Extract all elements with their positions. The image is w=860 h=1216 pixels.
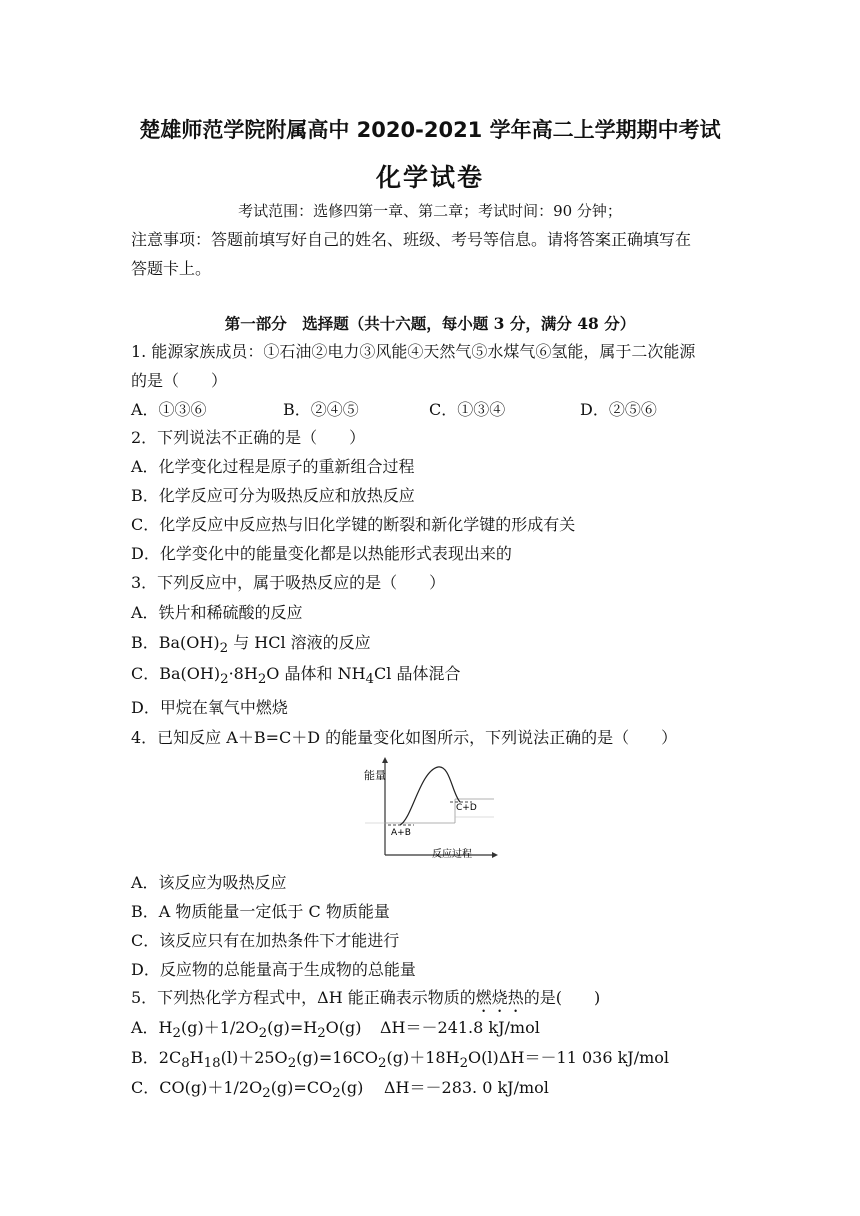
- notice-line-1: 注意事项：答题前填写好自己的姓名、班级、考号等信息。请将答案正确填写在: [131, 230, 692, 249]
- exam-title: 楚雄师范学院附属高中 2020-2021 学年高二上学期期中考试: [139, 118, 721, 142]
- q2-option-b: B．化学反应可分为吸热反应和放热反应: [131, 486, 415, 505]
- q4-option-c: C．该反应只有在加热条件下才能进行: [131, 931, 400, 950]
- q3-option-b: B．$Ba(OH)_2$ 与 HCl 溶液的反应: [131, 633, 371, 657]
- q1-option-c: C．①③④: [429, 400, 506, 419]
- q1-option-d: D．②⑤⑥: [580, 400, 657, 419]
- reactants-label: A+B: [391, 828, 411, 838]
- q2-option-d: D．化学变化中的能量变化都是以热能形式表现出来的: [131, 544, 512, 563]
- q5-option-b: B．$2C_8H_{18}(l)+25O_2(g)=16CO_2(g)+18H_2O(l)$: [131, 1048, 499, 1072]
- q5-stem: 5．下列热化学方程式中，ΔH 能正确表示物质的燃烧热的是( ): [131, 988, 601, 1007]
- q3-option-c: C．$Ba(OH)_2\cdot 8H_2O$ 晶体和 $NH_4Cl$ 晶体混合: [131, 664, 461, 688]
- exam-subtitle: 化学试卷: [375, 163, 484, 192]
- q4-option-b: B．A 物质能量一定低于 C 物质能量: [131, 902, 390, 921]
- q2-stem: 2．下列说法不正确的是（ ）: [131, 428, 366, 447]
- q1-stem-line1: 1. 能源家族成员：①石油②电力③风能④天然气⑤水煤气⑥氢能，属于二次能源: [131, 342, 696, 361]
- q5-option-c: C．$CO(g)+1/2O_2(g)=CO_2(g)$: [131, 1078, 364, 1102]
- q3-option-d: D．甲烷在氧气中燃烧: [131, 698, 288, 717]
- q1-stem-line2: 的是（ ）: [131, 371, 228, 390]
- q5-option-b-dh: ΔH＝－11 036 kJ/mol: [499, 1048, 670, 1067]
- x-axis-arrow: [492, 852, 498, 858]
- exam-info: 考试范围：选修四第一章、第二章；考试时间：90 分钟；: [238, 202, 622, 220]
- notice-line-2: 答题卡上。: [131, 259, 212, 278]
- energy-diagram: [360, 757, 498, 861]
- y-axis-arrow: [382, 757, 388, 763]
- q1-option-a: A．①③⑥: [131, 400, 207, 419]
- q2-option-c: C．化学反应中反应热与旧化学键的断裂和新化学键的形成有关: [131, 515, 576, 534]
- energy-curve: [400, 767, 460, 825]
- section-title: 第一部分 选择题（共十六题，每小题 3 分，满分 48 分）: [224, 314, 636, 333]
- q4-stem: 4．已知反应 A＋B=C＋D 的能量变化如图所示，下列说法正确的是（ ）: [131, 728, 678, 747]
- q1-option-b: B．②④⑤: [283, 400, 359, 419]
- q5-option-a: A．$H_2(g)+1/2O_2(g)=H_2O(g)$: [131, 1018, 362, 1042]
- q3-stem: 3．下列反应中，属于吸热反应的是（ ）: [131, 573, 446, 592]
- q5-option-a-dh: ΔH＝－241.8 kJ/mol: [380, 1018, 540, 1037]
- q4-option-a: A．该反应为吸热反应: [131, 873, 287, 892]
- x-axis-label: 反应过程: [432, 849, 472, 860]
- q3-option-a: A．铁片和稀硫酸的反应: [131, 603, 303, 622]
- q2-option-a: A．化学变化过程是原子的重新组合过程: [131, 457, 415, 476]
- q4-option-d: D．反应物的总能量高于生成物的总能量: [131, 960, 416, 979]
- q5-option-c-dh: ΔH＝－283. 0 kJ/mol: [384, 1078, 549, 1097]
- y-axis-label-1: 能量: [364, 769, 386, 782]
- products-label: C+D: [456, 803, 477, 813]
